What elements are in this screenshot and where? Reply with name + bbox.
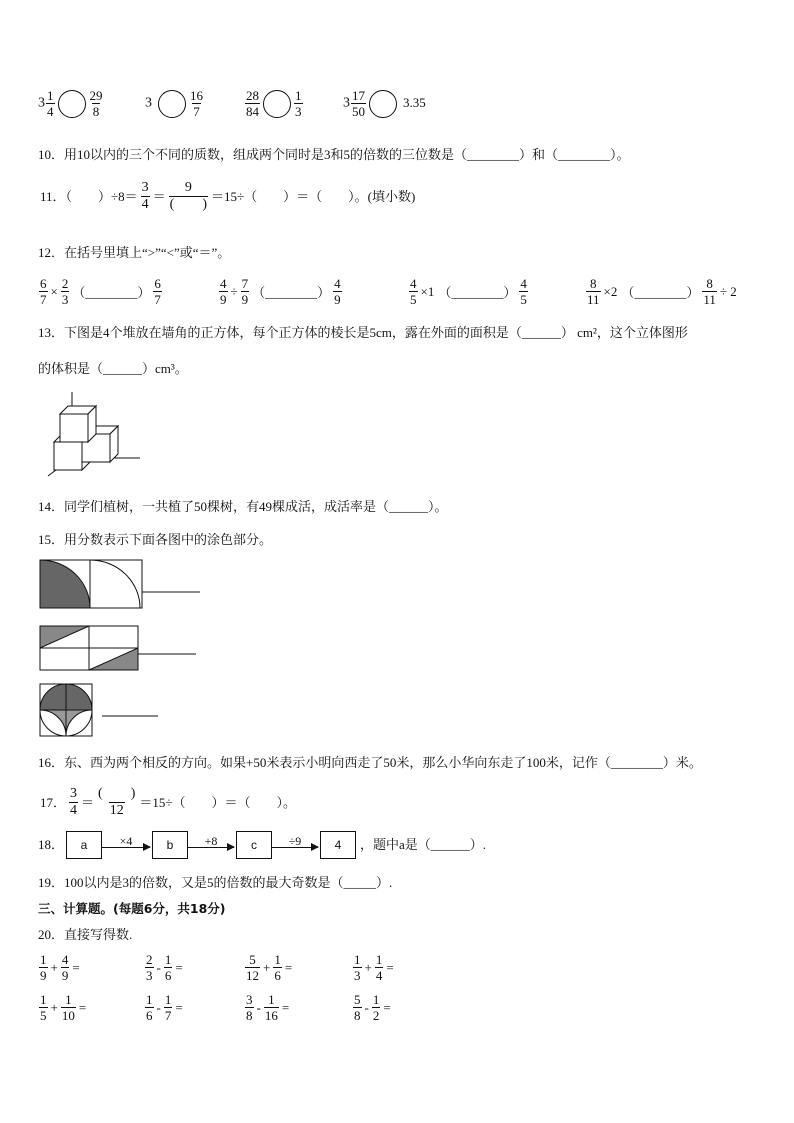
flow-box-c: c: [236, 831, 272, 859]
calc-2-3: $\frac{3}{8}$ - $\frac{1}{16}$ =: [246, 992, 290, 1023]
question-18-text: ，题中a是（______）.: [360, 837, 487, 852]
calc-2-4: $\frac{5}{8}$ - $\frac{1}{2}$ =: [354, 992, 391, 1023]
flow-box-result: 4: [320, 831, 356, 859]
calc-1-4: $\frac{1}{3}$ + $\frac{1}{4}$ =: [354, 952, 394, 983]
flow-op-1: ×4: [119, 834, 133, 848]
compare-circle[interactable]: [158, 90, 186, 118]
q12-item-4: $\frac{8}{11}$ ×2 （________） $\frac{8}{11}$ ÷ 2: [587, 276, 737, 307]
question-18-number: 18．: [38, 837, 65, 852]
question-19: 19．100以内是3的倍数，又是5的倍数的最大奇数是（_____）.: [38, 875, 393, 890]
calc-1-1: $\frac{1}{9}$ + $\frac{4}{9}$ =: [40, 952, 80, 983]
compare-b: 3 $\frac{16}{7}$: [145, 88, 203, 119]
flow-box-a: a: [66, 831, 102, 859]
compare-circle[interactable]: [58, 90, 86, 118]
calc-1-2: $\frac{2}{3}$ - $\frac{1}{6}$ =: [146, 952, 183, 983]
question-15: 15．用分数表示下面各图中的涂色部分。: [38, 532, 273, 547]
flow-box-b: b: [152, 831, 188, 859]
compare-c: $\frac{28}{84}$ $\frac{1}{3}$: [246, 88, 302, 119]
q12-item-3: $\frac{4}{5}$ ×1 （________） $\frac{4}{5}$: [410, 276, 527, 307]
answer-blank[interactable]: （________）: [252, 285, 331, 300]
shaded-figure-3: [38, 682, 163, 740]
compare-circle[interactable]: [369, 90, 397, 118]
cubes-figure: [40, 388, 150, 480]
compare-a: 3 $\frac{1}{4}$ $\frac{29}{8}$: [38, 88, 103, 119]
compare-circle[interactable]: [263, 90, 291, 118]
answer-blank[interactable]: （________）: [438, 285, 517, 300]
question-13-line2: 的体积是（______）cm³。: [38, 361, 188, 376]
calc-2-2: $\frac{1}{6}$ - $\frac{1}{7}$ =: [146, 992, 183, 1023]
q12-item-1: $\frac{6}{7}$ × $\frac{2}{3}$ （________） $\frac{6}{7}$: [40, 276, 161, 307]
question-13-line1: 13．下图是4个堆放在墙角的正方体，每个正方体的棱长是5cm，露在外面的面积是（______） cm²，这个立体图形: [38, 325, 688, 340]
question-10: 10．用10以内的三个不同的质数，组成两个同时是3和5的倍数的三位数是（________）和（________）。: [38, 147, 630, 162]
calc-2-1: $\frac{1}{5}$ + $\frac{1}{10}$ =: [40, 992, 87, 1023]
question-17: 17． $\frac{3}{4}$ ＝ $\frac{( )}{12}$ ＝15÷（ ）＝（ ）。: [40, 786, 296, 818]
question-20-title: 20．直接写得数.: [38, 927, 133, 942]
answer-blank[interactable]: （________）: [72, 285, 151, 300]
question-11: 11．（ ）÷8＝ $\frac{3}{4}$ ＝ $\frac{9}{( )}$ ＝15÷（ ）＝（ ）。(填小数): [40, 180, 416, 212]
flow-op-2: +8: [204, 834, 218, 848]
question-12-title: 12．在括号里填上“>”“<”或“＝”。: [38, 245, 231, 260]
answer-blank[interactable]: （________）: [621, 285, 700, 300]
compare-d: 3 $\frac{17}{50}$ 3.35: [343, 88, 426, 119]
section-3-heading: 三、计算题。(每题6分，共18分): [38, 901, 226, 916]
shaded-figure-1: [38, 558, 203, 612]
q12-item-2: $\frac{4}{9}$ ÷ $\frac{7}{9}$ （________） $\frac{4}{9}$: [220, 276, 341, 307]
question-14: 14．同学们植树，一共植了50棵树，有49棵成活，成活率是（______）。: [38, 499, 448, 514]
flow-op-3: ÷9: [288, 834, 302, 848]
calc-1-3: $\frac{5}{12}$ + $\frac{1}{6}$ =: [246, 952, 293, 983]
question-16: 16．东、西为两个相反的方向。如果+50米表示小明向西走了50米，那么小华向东走了100米，记作（________）米。: [38, 755, 702, 770]
shaded-figure-2: [38, 624, 203, 674]
